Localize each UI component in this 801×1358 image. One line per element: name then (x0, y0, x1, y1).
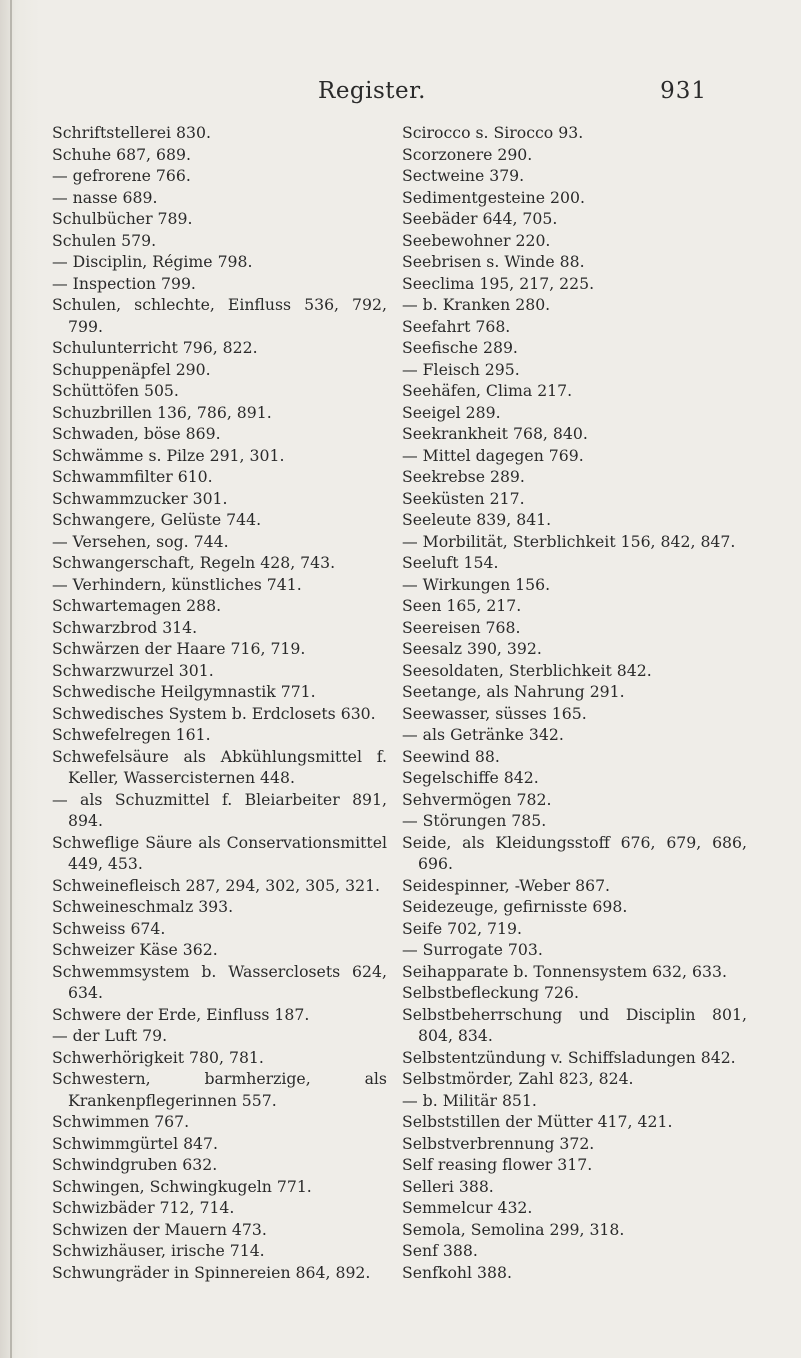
index-entry: Seihapparate b. Tonnensystem 632, 633. (402, 961, 727, 981)
index-entry: Seen 165, 217. (402, 596, 522, 615)
index-entry: Schwangere, Gelüste 744. (52, 510, 262, 529)
index-entry: Schwizhäuser, irische 714. (52, 1241, 265, 1260)
index-entry: — Inspection 799. (52, 273, 196, 293)
index-entry: Selbststillen der Mütter 417, 421. (402, 1112, 673, 1131)
index-entry: Schwartemagen 288. (52, 596, 222, 615)
index-entry: Schwedisches System b. Erdclosets 630. (52, 703, 376, 723)
index-entry: Selbstentzündung v. Schiffsladungen 842. (402, 1047, 736, 1067)
index-entry: — Morbilität, Sterblichkeit 156, 842, 847. (402, 531, 736, 551)
index-entry: Sectweine 379. (402, 166, 525, 185)
index-entry: Seekrebse 289. (402, 467, 525, 486)
index-entry: Schuhe 687, 689. (52, 144, 191, 164)
index-entry: Schweineschmalz 393. (52, 897, 234, 916)
index-entry: Schulen, schlechte, Einfluss 536, 792, 799. (52, 295, 387, 336)
index-entry: Semola, Semolina 299, 318. (402, 1219, 625, 1239)
index-entry: Seebrisen s. Winde 88. (402, 252, 585, 271)
page-number: 931 (660, 78, 707, 104)
index-entry: Schwefelregen 161. (52, 725, 211, 744)
index-entry: Seeküsten 217. (402, 488, 525, 508)
index-entry: Schwimmen 767. (52, 1112, 190, 1131)
index-entry: Schwedische Heilgymnastik 771. (52, 682, 316, 701)
index-entry: Schüttöfen 505. (52, 381, 179, 400)
index-entry: Schwammzucker 301. (52, 488, 228, 508)
index-entry: — b. Kranken 280. (402, 295, 551, 314)
index-entry: Schwimmgürtel 847. (52, 1133, 218, 1153)
index-entry: Scirocco s. Sirocco 93. (402, 123, 584, 142)
index-entry: Schwere der Erde, Einfluss 187. (52, 1004, 310, 1024)
index-entry: Seereisen 768. (402, 617, 521, 637)
index-entry: Seeleute 839, 841. (402, 510, 552, 529)
index-entry: — der Luft 79. (52, 1026, 168, 1045)
index-entry: Seebewohner 220. (402, 230, 551, 250)
index-entry: Scorzonere 290. (402, 144, 533, 164)
index-entry: Schwefelsäure als Abkühlungsmittel f. Keller, Wassercisternen 448. (52, 746, 387, 787)
index-entry: Schulen 579. (52, 230, 157, 250)
index-entry: — gefrorene 766. (52, 166, 191, 185)
index-entry: Schweflige Säure als Conservationsmittel 449, 453. (52, 832, 387, 873)
index-entry: Seidespinner, -Weber 867. (402, 875, 611, 895)
index-entry: Seesalz 390, 392. (402, 639, 542, 658)
index-entry: Seewind 88. (402, 746, 500, 766)
page-header (0, 78, 801, 118)
index-entry: — Wirkungen 156. (402, 574, 551, 594)
index-entry: Schulbücher 789. (52, 209, 193, 228)
page-edge (10, 0, 12, 1358)
index-entry: — Versehen, sog. 744. (52, 531, 229, 551)
index-column-right (402, 122, 747, 1283)
index-entry: Selbstverbrennung 372. (402, 1133, 595, 1153)
index-entry: Seefahrt 768. (402, 316, 511, 336)
index-entry: Seidezeuge, gefirnisste 698. (402, 897, 628, 916)
index-entry: Schriftstellerei 830. (52, 123, 211, 142)
index-entry: — Störungen 785. (402, 811, 547, 830)
index-entry: Schwarzwurzel 301. (52, 660, 214, 680)
index-entry: — als Getränke 342. (402, 725, 564, 744)
index-entry: Schwungräder in Spinnereien 864, 892. (52, 1262, 371, 1282)
index-entry: Schwemmsystem b. Wasserclosets 624, 634. (52, 961, 387, 1002)
index-entry: Schwizbäder 712, 714. (52, 1198, 235, 1217)
index-entry: Semmelcur 432. (402, 1198, 533, 1217)
index-entry: Schwaden, böse 869. (52, 424, 221, 443)
index-entry: Schwämme s. Pilze 291, 301. (52, 445, 285, 465)
index-entry: Sedimentgesteine 200. (402, 187, 585, 207)
index-entry: Segelschiffe 842. (402, 768, 539, 787)
index-entry: — Disciplin, Régime 798. (52, 252, 253, 271)
index-entry: Schwammfilter 610. (52, 467, 213, 486)
index-entry: Schwerhörigkeit 780, 781. (52, 1047, 264, 1067)
index-entry: Schwestern, barmherzige, als Krankenpflegerinnen 557. (52, 1069, 387, 1110)
index-entry: Schuppenäpfel 290. (52, 359, 211, 379)
index-entry: — Mittel dagegen 769. (402, 445, 584, 465)
index-entry: Seehäfen, Clima 217. (402, 381, 573, 400)
index-entry: Selbstmörder, Zahl 823, 824. (402, 1069, 634, 1088)
index-entry: — nasse 689. (52, 187, 158, 207)
index-entry: Seesoldaten, Sterblichkeit 842. (402, 660, 652, 680)
index-column-left (52, 122, 387, 1283)
index-entry: Schwizen der Mauern 473. (52, 1219, 267, 1239)
index-entry: Schwärzen der Haare 716, 719. (52, 639, 306, 658)
index-entry: Schwangerschaft, Regeln 428, 743. (52, 553, 336, 572)
index-entry: — Fleisch 295. (402, 359, 520, 379)
index-entry: Selleri 388. (402, 1176, 494, 1196)
index-entry: Schwingen, Schwingkugeln 771. (52, 1176, 312, 1196)
index-entry: Schulunterricht 796, 822. (52, 338, 258, 357)
index-entry: Seewasser, süsses 165. (402, 703, 587, 723)
index-entry: Seife 702, 719. (402, 918, 522, 938)
running-title: Register. (318, 78, 426, 104)
index-entry: — Surrogate 703. (402, 940, 543, 959)
index-entry: Self reasing flower 317. (402, 1155, 593, 1174)
index-entry: Schuzbrillen 136, 786, 891. (52, 402, 272, 422)
index-entry: Selbstbefleckung 726. (402, 983, 579, 1002)
index-entry: — Verhindern, künstliches 741. (52, 574, 302, 594)
index-entry: Seeigel 289. (402, 402, 501, 422)
index-entry: Senf 388. (402, 1241, 478, 1260)
index-entry: Schweiss 674. (52, 918, 166, 938)
index-entry: Schweizer Käse 362. (52, 940, 218, 959)
index-entry: Schwarzbrod 314. (52, 617, 198, 637)
index-entry: Seetange, als Nahrung 291. (402, 682, 625, 701)
index-entry: — b. Militär 851. (402, 1090, 537, 1110)
index-entry: Seebäder 644, 705. (402, 209, 558, 228)
index-entry: Schwindgruben 632. (52, 1155, 218, 1174)
index-entry: Senfkohl 388. (402, 1262, 512, 1282)
index-entry: Seekrankheit 768, 840. (402, 424, 588, 443)
index-entry: Schweinefleisch 287, 294, 302, 305, 321. (52, 875, 381, 895)
index-entry: Seeclima 195, 217, 225. (402, 273, 595, 293)
index-entry: — als Schuzmittel f. Bleiarbeiter 891, 894. (52, 789, 387, 830)
index-entry: Sehvermögen 782. (402, 789, 552, 809)
index-entry: Seeluft 154. (402, 553, 499, 572)
index-entry: Selbstbeherrschung und Disciplin 801, 804, 834. (402, 1004, 747, 1045)
index-entry: Seide, als Kleidungsstoff 676, 679, 686, 696. (402, 832, 747, 873)
index-entry: Seefische 289. (402, 338, 518, 357)
